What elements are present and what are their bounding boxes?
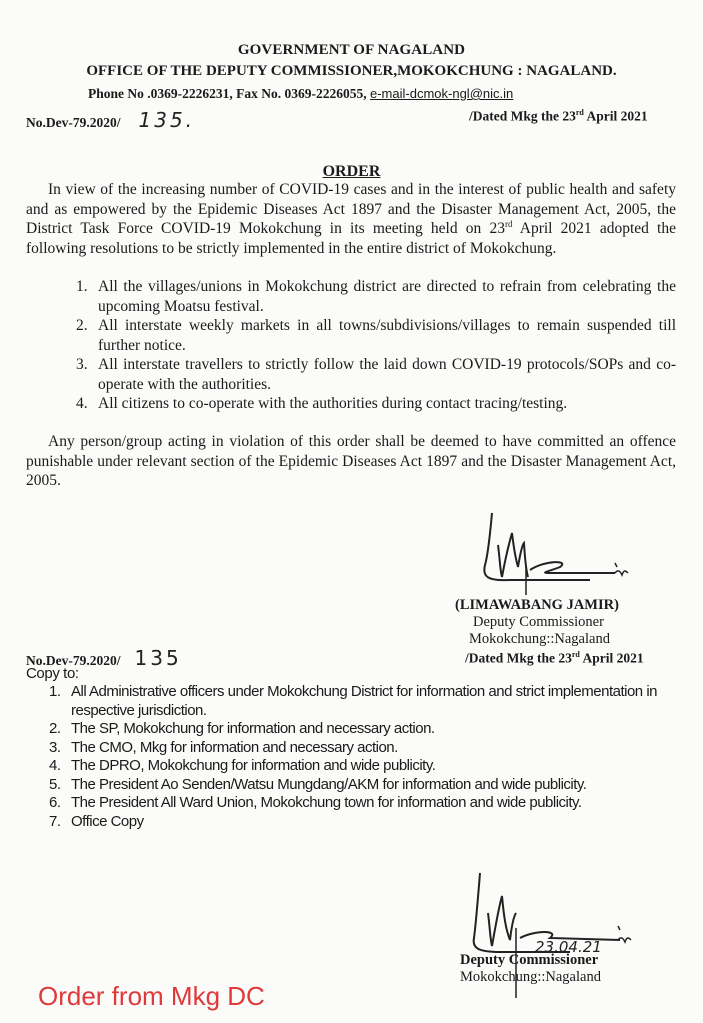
intro-sup: rd: [504, 218, 513, 229]
item-number: 1.: [76, 278, 88, 295]
item-text: The DPRO, Mokokchung for information and wide publicity.: [71, 757, 436, 774]
order-intro: [26, 180, 676, 258]
signatory-designation: Deputy Commissioner: [473, 614, 604, 630]
item-text: All Administrative officers under Mokokchung District for information and strict implementation in respective jurisdiction.: [71, 683, 657, 719]
resolution-item: [76, 355, 676, 394]
recipient-item: [49, 757, 669, 776]
signature-icon: [470, 505, 640, 595]
recipient-item: [49, 794, 669, 813]
reference-date: [469, 108, 648, 125]
recipient-item: [49, 776, 669, 795]
item-number: 3.: [76, 356, 88, 373]
item-text: All the villages/unions in Mokokchung district are directed to refrain from celebrating the upcoming Moatsu festival.: [98, 278, 676, 315]
handwritten-date: 23.04.21: [535, 938, 602, 956]
date-prefix: /Dated Mkg the 23: [469, 108, 576, 124]
item-number: 7.: [49, 812, 61, 830]
item-number: 5.: [49, 775, 61, 793]
item-number: 4.: [76, 395, 88, 412]
date-prefix: /Dated Mkg the 23: [465, 650, 572, 666]
item-number: 4.: [49, 757, 61, 774]
item-text: The SP, Mokokchung for information and necessary action.: [71, 720, 435, 737]
item-number: 2.: [76, 317, 88, 334]
signatory-location: Mokokchung::Nagaland: [460, 969, 601, 985]
date-suffix: rd: [575, 108, 584, 117]
recipient-item: [49, 720, 669, 739]
letterhead-contact: [88, 86, 513, 102]
order-penalty: Any person/group acting in violation of this order shall be deemed to have committed an offence punishable under relevant section of the Epidemic Diseases Act 1897 and the Disaster Management Act, 2005.: [26, 433, 676, 489]
item-number: 6.: [49, 794, 61, 811]
resolution-item: [76, 277, 676, 316]
email-link[interactable]: e-mail-dcmok-ngl@nic.in: [370, 86, 514, 101]
item-text: All interstate travellers to strictly follow the laid down COVID-19 protocols/SOPs and co-operate with the authorities.: [98, 356, 676, 393]
reference-number: [26, 108, 195, 132]
item-text: The President Ao Senden/Watsu Mungdang/AKM for information and wide publicity.: [71, 775, 587, 793]
signatory-designation: Deputy Commissioner: [460, 952, 599, 968]
letterhead-office: OFFICE OF THE DEPUTY COMMISSIONER,MOKOKCHUNG : NAGALAND.: [86, 63, 617, 79]
handwritten-number: 135.: [138, 108, 196, 132]
date-suffix: rd: [571, 650, 580, 659]
item-number: 2.: [49, 720, 61, 737]
item-text: Office Copy: [71, 812, 144, 830]
signatory-location: Mokokchung::Nagaland: [469, 631, 610, 647]
order-title: ORDER: [322, 163, 381, 180]
copy-to-label: Copy to:: [26, 665, 79, 682]
recipient-item: [49, 739, 669, 758]
item-number: 3.: [49, 738, 61, 756]
intro-part2: April 2021 adopted the following resolutions to be strictly implemented in the entire district of Mokokchung.: [26, 220, 676, 257]
item-text: All citizens to co-operate with the authorities during contact tracing/testing.: [98, 395, 568, 412]
recipients-list: [49, 683, 669, 831]
letterhead-government: GOVERNMENT OF NAGALAND: [237, 42, 466, 58]
date-rest: April 2021: [579, 650, 644, 666]
item-number: 1.: [49, 683, 61, 700]
copy-reference-date: [465, 650, 644, 667]
date-rest: April 2021: [583, 108, 648, 124]
recipient-item: [49, 813, 669, 832]
handwritten-number: 135: [134, 646, 182, 670]
reference-prefix: No.Dev-79.2020/: [26, 653, 121, 668]
signatory-name: (LIMAWABANG JAMIR): [455, 597, 619, 613]
intro-part1: In view of the increasing number of COVID-19 cases and in the interest of public health and safety and as empowered by the Epidemic Diseases Act 1897 and the Disaster Management Act, 2005, the District Task Force COVID-19 Mokokchung in its meeting held on 23: [26, 181, 676, 237]
reference-prefix: No.Dev-79.2020/: [26, 115, 121, 130]
phone-fax: Phone No .0369-2226231, Fax No. 0369-2226055,: [88, 86, 367, 101]
resolutions-list: [76, 277, 676, 414]
item-text: The CMO, Mkg for information and necessary action.: [71, 738, 398, 756]
item-text: The President All Ward Union, Mokokchung town for information and wide publicity.: [71, 794, 582, 811]
recipient-item: [49, 683, 669, 720]
resolution-item: [76, 394, 676, 414]
signature2-block: [460, 952, 601, 986]
signature1-block: [455, 597, 619, 648]
resolution-item: [76, 316, 676, 355]
image-caption: Order from Mkg DC: [38, 981, 265, 1011]
item-text: All interstate weekly markets in all towns/subdivisions/villages to remain suspended till further notice.: [98, 317, 676, 354]
